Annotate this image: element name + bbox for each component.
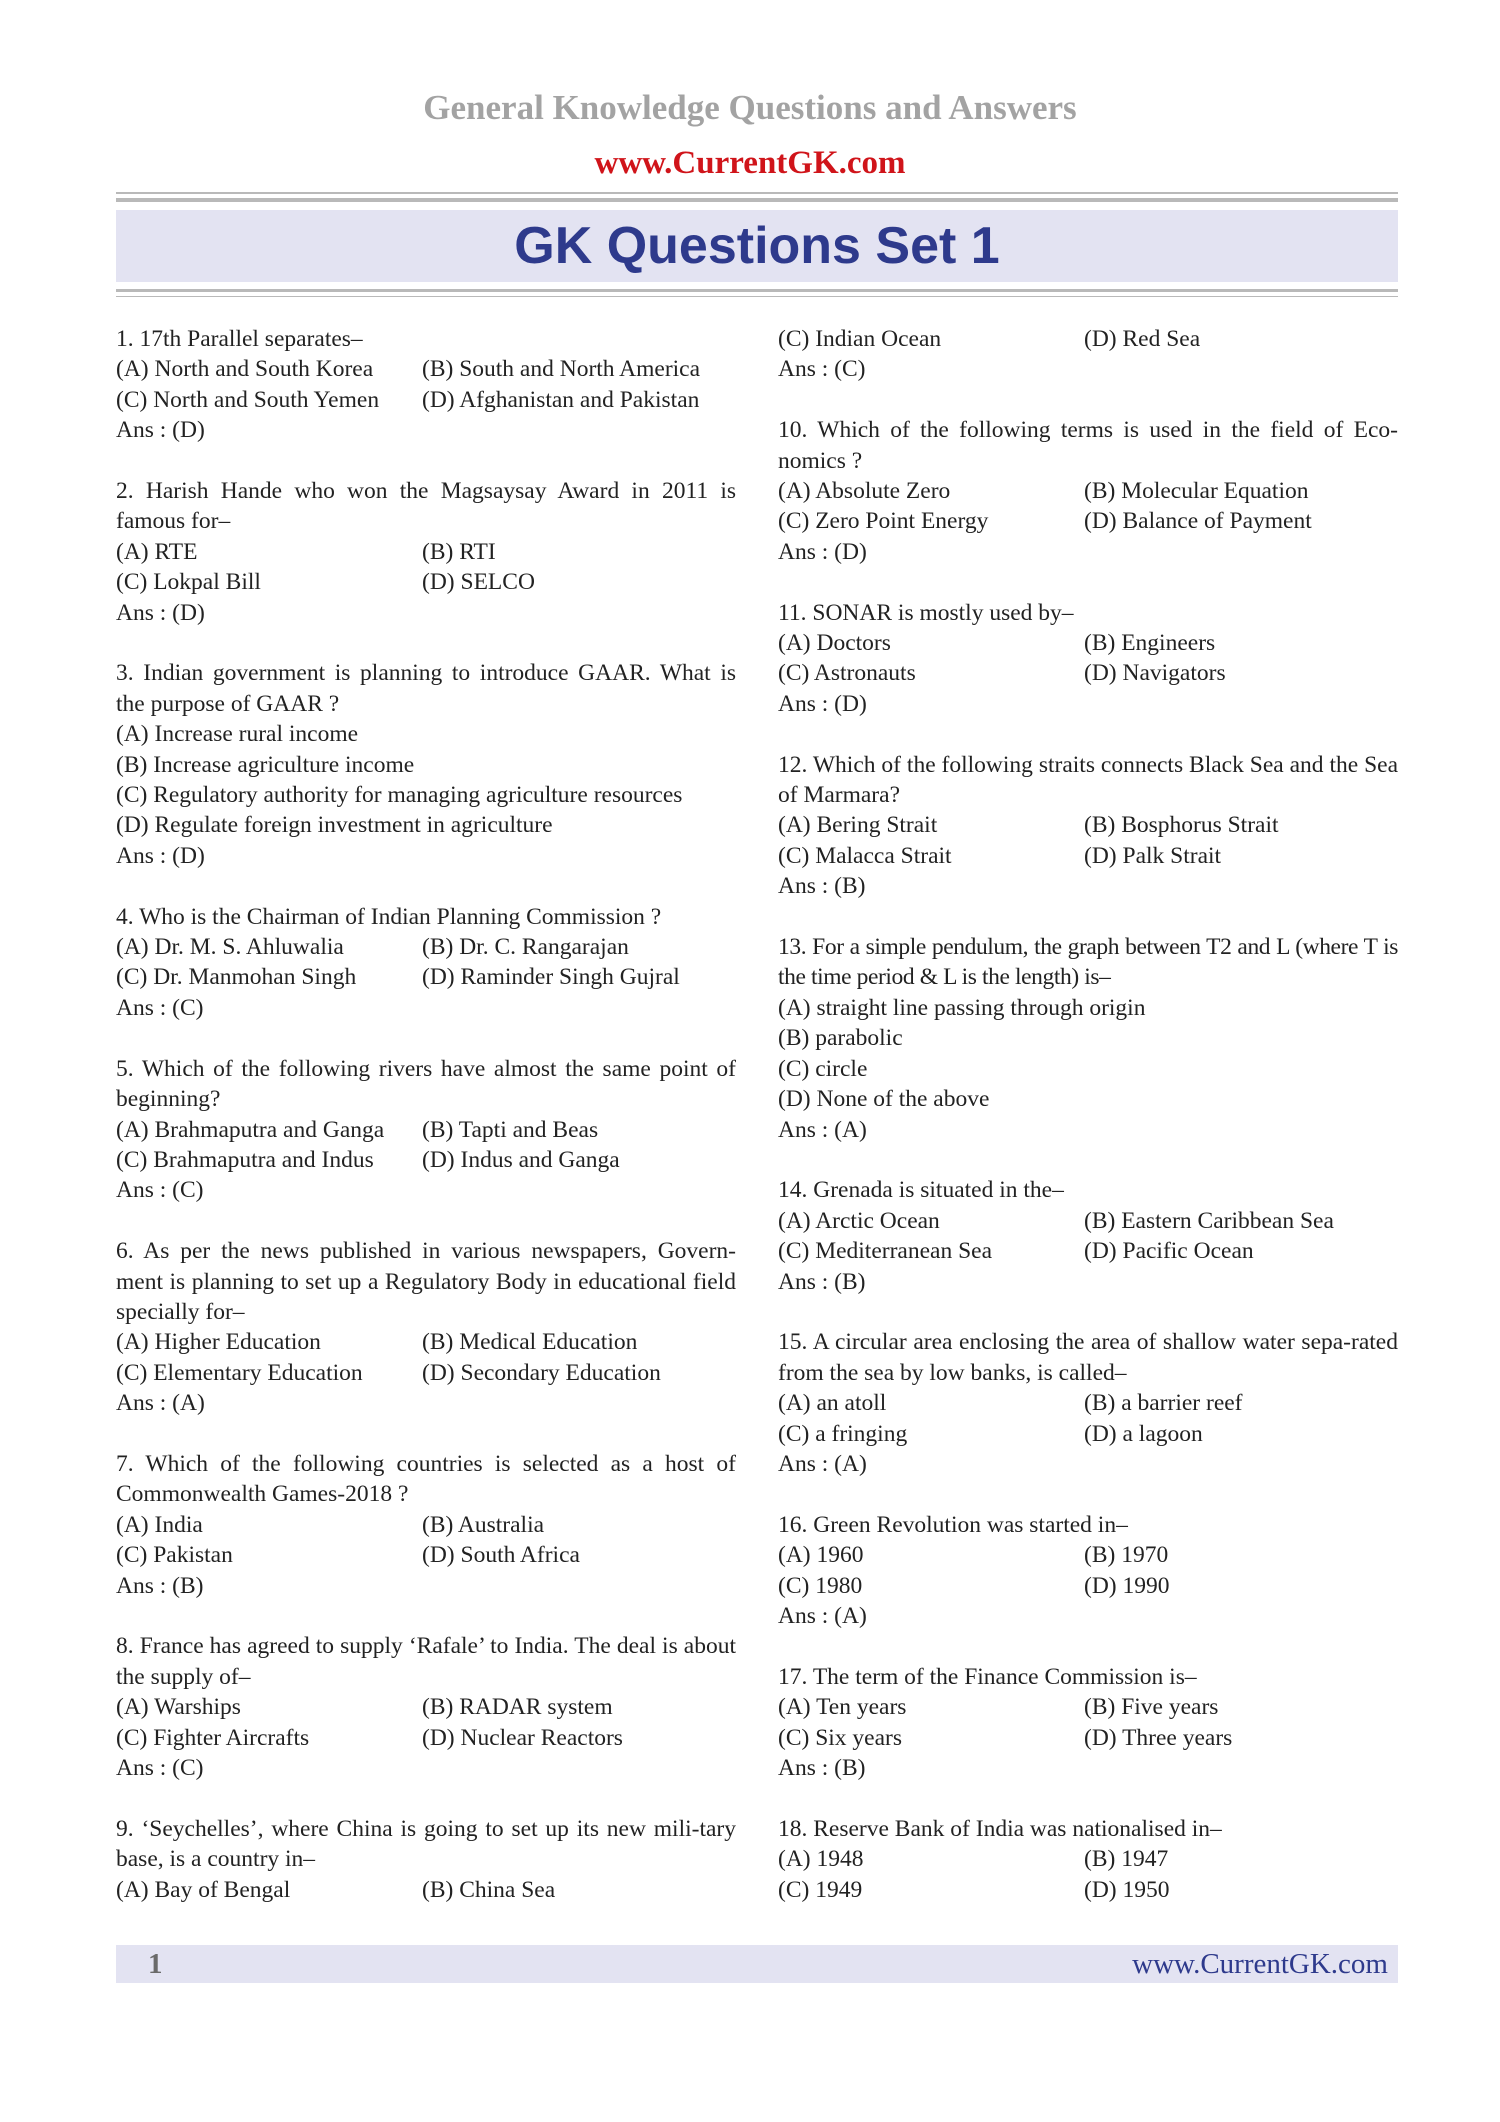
header-rule [116,198,1398,202]
option-b: (B) Australia [422,1511,545,1538]
answer: Ans : (C) [116,1754,204,1781]
option-a: (A) Doctors [778,630,891,657]
option-c: (C) 1949 [778,1876,863,1903]
question-block [778,1175,1398,1297]
option-b: (B) 1970 [1084,1542,1169,1569]
option-d: (D) Nuclear Reactors [422,1724,623,1751]
option-a: (A) 1948 [778,1846,864,1873]
option-a: (A) Dr. M. S. Ahluwalia [116,934,344,961]
option-b: (B) 1947 [1084,1846,1169,1873]
answer: Ans : (D) [778,690,867,717]
option-c: (C) Fighter Aircrafts [116,1724,310,1751]
option-d: (D) Three years [1084,1724,1233,1751]
header-rule [116,296,1398,297]
option-b: (B) South and North America [422,356,701,383]
question-block [778,1662,1398,1784]
option-d: (D) Navigators [1084,660,1226,687]
question-text: 10. Which of the following terms is used in the field of Eco-nomics ? [778,417,1398,474]
option-d: (D) Balance of Payment [1084,508,1312,535]
question-text: 16. Green Revolution was started in– [778,1511,1128,1538]
option-c: (C) Brahmaputra and Indus [116,1146,374,1173]
option-c: (C) Lokpal Bill [116,569,261,596]
option-b: (B) Molecular Equation [1084,478,1309,505]
question-text: 17. The term of the Finance Commission is– [778,1663,1197,1690]
option-a: (A) Arctic Ocean [778,1207,940,1234]
question-text: 8. France has agreed to supply ‘Rafale’ to India. The deal is about the supply of– [116,1633,736,1690]
option-c: (C) Regulatory authority for managing agriculture resources [116,782,683,809]
question-block [116,324,736,446]
option-d: (D) Afghanistan and Pakistan [422,386,700,413]
option-a: (A) Increase rural income [116,721,359,748]
option-c: (C) Pakistan [116,1542,233,1569]
option-d: (D) Regulate foreign investment in agriculture [116,812,553,839]
option-b: (B) Engineers [1084,630,1216,657]
option-d: (D) 1950 [1084,1876,1170,1903]
option-a: (A) 1960 [778,1542,864,1569]
question-text: 4. Who is the Chairman of Indian Planning Commission ? [116,903,662,930]
option-d: (D) South Africa [422,1542,580,1569]
option-a: (A) Brahmaputra and Ganga [116,1116,385,1143]
question-block [116,1449,736,1601]
answer: Ans : (B) [116,1572,204,1599]
question-text: 6. As per the news published in various newspapers, Govern-ment is planning to set up a Regulatory Body in educational field specially for– [116,1238,736,1325]
question-text: 11. SONAR is mostly used by– [778,599,1074,626]
question-block [116,476,736,628]
question-text: 1. 17th Parallel separates– [116,326,363,352]
question-text: 3. Indian government is planning to introduce GAAR. What is the purpose of GAAR ? [116,660,736,717]
header-website-url: www.CurrentGK.com [594,145,906,181]
answer: Ans : (C) [116,1177,204,1204]
answer: Ans : (D) [116,599,205,626]
option-d: (D) a lagoon [1084,1420,1203,1447]
option-c: (C) Indian Ocean [778,326,942,352]
option-c: (C) 1980 [778,1572,863,1599]
footer-website-url: www.CurrentGK.com [1132,1947,1388,1980]
option-b: (B) Five years [1084,1694,1219,1721]
question-block [778,1814,1398,1905]
document-header-title: General Knowledge Questions and Answers [423,88,1077,127]
option-b: (B) a barrier reef [1084,1390,1243,1417]
option-a: (A) Ten years [778,1694,907,1721]
option-d: (D) 1990 [1084,1572,1170,1599]
answer: Ans : (B) [778,873,866,900]
option-a: (A) straight line passing through origin [778,994,1146,1021]
option-a: (A) RTE [116,538,198,565]
question-block-continued [778,324,1398,385]
question-block [778,415,1398,567]
option-c: (C) circle [778,1055,868,1082]
question-block [778,598,1398,720]
option-b: (B) RTI [422,538,496,565]
option-b: (B) Dr. C. Rangarajan [422,934,629,961]
left-column [116,324,736,1905]
question-text: 18. Reserve Bank of India was nationalised in– [778,1815,1222,1842]
option-b: (B) RADAR system [422,1694,613,1721]
answer: Ans : (A) [778,1116,867,1143]
option-c: (C) Mediterranean Sea [778,1238,993,1265]
set-title: GK Questions Set 1 [514,217,1000,275]
question-block [778,750,1398,902]
option-b: (B) Increase agriculture income [116,751,415,778]
question-block [116,658,736,871]
option-d: (D) None of the above [778,1086,990,1113]
option-d: (D) Secondary Education [422,1359,661,1386]
question-text: 13. For a simple pendulum, the graph between T2 and L (where T is the time period & L is the length) is– [778,934,1398,991]
option-c: (C) a fringing [778,1420,908,1447]
option-c: (C) Zero Point Energy [778,508,989,535]
answer: Ans : (A) [116,1390,205,1417]
option-b: (B) Tapti and Beas [422,1116,599,1143]
option-a: (A) an atoll [778,1390,887,1417]
set-title-band [116,210,1398,282]
answer: Ans : (C) [778,356,866,383]
question-text: 7. Which of the following countries is selected as a host of Commonwealth Games-2018 ? [116,1450,736,1508]
question-block [116,902,736,1024]
question-text: 14. Grenada is situated in the– [778,1177,1064,1204]
question-text: 5. Which of the following rivers have almost the same point of beginning? [116,1055,737,1113]
question-text: 2. Harish Hande who won the Magsaysay Award in 2011 is famous for– [116,478,737,535]
option-b: (B) Medical Education [422,1329,638,1356]
answer: Ans : (D) [116,417,205,444]
header-rule [116,192,1398,194]
question-block [116,1814,736,1905]
answer: Ans : (A) [778,1602,867,1629]
option-a: (A) Absolute Zero [778,478,951,505]
option-a: (A) Warships [116,1694,241,1721]
question-block [116,1054,736,1206]
question-block [116,1631,736,1783]
option-c: (C) Six years [778,1724,903,1751]
option-b: (B) parabolic [778,1025,903,1052]
option-a: (A) India [116,1511,203,1538]
option-d: (D) Raminder Singh Gujral [422,964,680,991]
option-d: (D) Pacific Ocean [1084,1238,1254,1265]
option-c: (C) North and South Yemen [116,386,380,413]
option-c: (C) Elementary Education [116,1359,363,1386]
option-d: (D) SELCO [422,569,535,596]
question-block [778,1510,1398,1632]
option-b: (B) Eastern Caribbean Sea [1084,1207,1334,1234]
option-c: (C) Astronauts [778,660,916,687]
page-number: 1 [148,1947,163,1980]
question-text: 9. ‘Seychelles’, where China is going to set up its new mili-tary base, is a country in– [116,1815,737,1873]
option-c: (C) Malacca Strait [778,842,952,869]
option-c: (C) Dr. Manmohan Singh [116,964,357,991]
option-b: (B) Bosphorus Strait [1084,812,1279,839]
option-d: (D) Indus and Ganga [422,1146,620,1173]
answer: Ans : (B) [778,1268,866,1295]
answer: Ans : (B) [778,1754,866,1781]
question-text: 15. A circular area enclosing the area of shallow water sepa-rated from the sea by low banks, is called– [778,1329,1398,1386]
answer: Ans : (D) [778,538,867,565]
option-d: (D) Palk Strait [1084,842,1222,869]
page-footer [116,1945,1398,1983]
answer: Ans : (C) [116,994,204,1021]
option-b: (B) China Sea [422,1876,556,1903]
answer: Ans : (A) [778,1450,867,1477]
question-block [778,932,1398,1145]
option-a: (A) North and South Korea [116,356,374,383]
right-column [778,324,1398,1905]
question-block [778,1327,1398,1479]
question-block [116,1236,736,1418]
option-d: (D) Red Sea [1084,326,1201,352]
option-a: (A) Bering Strait [778,812,938,839]
option-a: (A) Bay of Bengal [116,1876,291,1903]
answer: Ans : (D) [116,842,205,869]
header-rule [116,289,1398,292]
question-text: 12. Which of the following straits connects Black Sea and the Sea of Marmara? [778,751,1398,809]
option-a: (A) Higher Education [116,1329,321,1356]
